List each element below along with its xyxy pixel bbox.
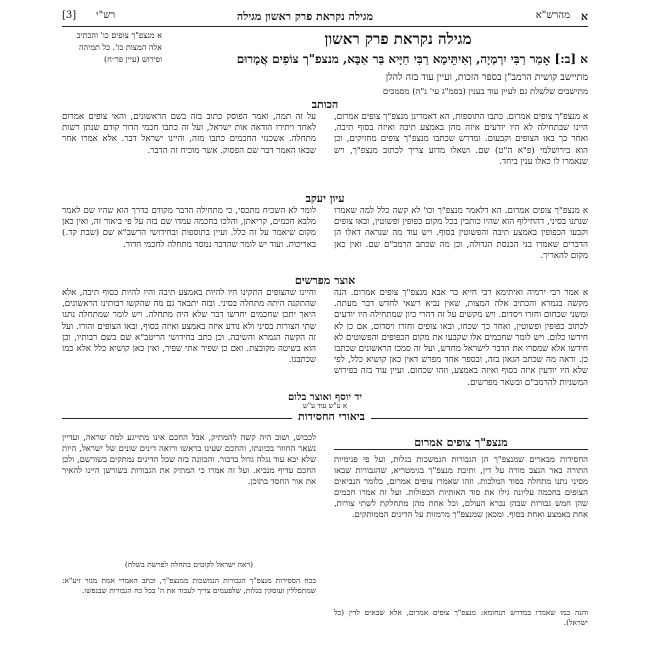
gemara-line-2: מתיישב קושית הרמב"ן בספר הזכות, ועיין עוד בזה להלן: [385, 72, 588, 83]
ein-yaakov-right-column: א מנצפ"ך צופים אמרום. הא דלאמר מנצפ"ך וכו' לא קשה כלל למה שאמרו שנתנו בסיני, דהחילוף הוא שהיו כותבין בכל מקום כפופין ופשוטין, ובאו צופים וקבעו הכפופין באמצע תיבה והפשוטין בסוף. ויש עוד מה שנראה דאלו הן הדברים שאמרו בני הכנסת הגדולה, וכן מה שכתב הרמב"ם שם. ואין כאן מקום להאריך.: [334, 206, 588, 261]
hakotev-left-column: על זה תמה, ואמר הפוסק כתוב בזה בשם הראשונים, והאי צופים אמרום לאחד ויתירו הודאה אות ישראל, ועל זה כתבו חכמי הדור קודם שנתן רשות מתחלה. אשכנזי החכמים כתבו מזה, והיינו ישראל דבר. אלא אמרו אחר שבאו האמר דבר שם הפסוק. אשר מוכיח זה הדבר.: [62, 112, 316, 156]
ein-yaakov-columns: [62, 206, 588, 274]
running-header: [62, 6, 588, 27]
chasidus-right-note: והנה כמו שאמרו במדרש תנחומא: מנצפ"ך צופים אמרום, אלא שבאים לדין (כל ישראל).: [334, 608, 588, 627]
section-hakotev-title: הכותב: [311, 98, 339, 111]
section-yad-yosef-sub: א ע"ש עוד ע"ש: [302, 402, 348, 410]
otzar-columns: [62, 288, 588, 392]
otzar-right-column: א אמר רבי ירמיה ואיתימא רבי חייא בר אבא מנצפ"ך צופים אמרום. הנה מקשה בגמרא והכתיב אלה המצות, שאין נביא רשאי לחדש דבר מעתה. ומשני שכחום וחזרו ויסדום. ויש מקשים על זה דהרי כיון שמתחילה היו יודעים לכתוב כפופין ופשוטין, ואחר כך שכחו, ובאו צופים וחזרו ויסדום, אם כן לא חידשו כלום. ויש לומר שחכמים אלו שקבעו את מקום הכפופים והפשוטים לא חידשו אלא שמסרו את הדבר לישראל מחדש, ועל זה סמכו הראשונים שכתבו כן. וראה מה שכתב הגאון בזה, ובספר אחד מפרש דאין כאן קושיא כלל, לפי שלא היו יודעין איזה בסוף ואיזה באמצע, וזהו שכחום. ועיין עוד בזה בפירוש המשניות להרמב"ם ובשאר מפרשים.: [334, 288, 588, 388]
main-text-block: [62, 30, 588, 98]
chasidus-header-label: ביאורי החסידות: [292, 410, 371, 423]
page-number: [3]: [62, 10, 77, 21]
otzar-left-column: והיינו שהצופים התקינו היו להיות באמצע תיבה והיו להיות בסוף תיבה, אלא שהתקנה היתה מתחלה בסיני. ובזה יתבאר גם מה שהקשו רבותינו הראשונים, היאך יתכן שחכמים יחדשו דבר שלא היה מתחלה. ויש לומר שמתחלה נתנו שתי הצורות בסיני ולא נודע איזה באמצע ואיזה בסוף, ובאו הצופים והורו. ועל זה הקשה הגמרא והשיבה. וכן כתב בחידושי הריטב"א שם בשם רבותיו, וכן הוא בשיטה מקובצת. ואם כן שפיר אתי שפיר, ואין כאן קושיא כלל אלא כמו שכתבנו.: [62, 288, 316, 366]
header-center-title: מגילה נקראת פרק ראשון מגילה: [236, 10, 373, 23]
rashi-side-note: א מנצפ"ך צופים כו' והכתיב אלה המצות כו'. כל תמיהה ופירוש (עיין פר״ח): [76, 31, 162, 64]
hakotev-columns: [62, 112, 588, 192]
section-otzar-title: אוצר מפרשים: [294, 274, 356, 287]
gemara-line-1: א [ב:] אָמַר רַבִּי יִרְמְיָה, וְאִיתֵּימָא רַבִּי חִיָּיא בַּר אַבָּא, מנצפ"ך צוֹפִים אֲמָרוּם: [236, 52, 588, 66]
section-yad-yosef-title: יד יוסף ואוצר בלום: [288, 392, 362, 403]
hakotev-right-column: א מנצפ"ך צופים אמרום. כתבו התוספות, הא דאמרינן מנצפ"ך צופים אמרום, היינו שבתחילה לא היו יודעים איזה מהן באמצע תיבה ואיזה בסוף תיבה, ואחר כך באו הצופים וקבעום. ומדרש שכתבו מנצפ"ך צופים מחזיקים, וכן הוא בירושלמי (פ"א ה"ט) שם. ושאלו מדוע צריך לכתוב מנצפ"ך, ויש שנאמרו לו כאלו ענין ביחד.: [334, 112, 588, 167]
section-ein-yaakov-title: עיון יעקב: [305, 192, 345, 205]
chasidus-right-text: החסידות מבארים שמנצפ"ך הן הגבורות הנמשכות בגלות, ועל פי פנימיות התורה באר הנצב מורה על דין, ותיבת מנצפ"ך בגימטריא, שהגבורות שבאו מסיני נתנו מתחלה בסוד המלכות. וזהו שאמרו צופים אמרום, כלומר הנביאים הצופים בחכמה עליונה גילו את סוד האותיות הכפולות. ועל זה אמרו חכמים שהן חמש גבורות שבהן נברא העולם, וכל אחת מהן מתחלקת לשתי צורות, אחת באמצע ואחת בסוף. ומכאן שמנצפ"ך מרמזות על הדינים הממותקים.: [334, 454, 588, 519]
gemara-line-3: מתישבים שלשלת גם לעיין עוד בענין (בסמ"ג עי' נ"ה) מסמכים: [382, 87, 588, 97]
rashi-label-header: רש"י: [96, 10, 116, 21]
chasidus-header: [62, 410, 588, 426]
ein-yaakov-left-column: לומר לא השכיח מתכסי, כי מתחילה הדבר מקודם כדרך הוא שהיו שם לאמר מלבא חכמים, קריאתן, והלכו בחכמה עמדו שם בזה על פי ביאור זה, ואין כאן מקום שיאמר על זה כלל. ועיין בתוספות ובחידושי הרשב"א שם (שבת קד.) באריכות. ועוד יש לומר שהדבר נמסר מתחלה לחכמי הדור.: [62, 206, 316, 250]
maharsha-label: מהרש"א: [535, 10, 570, 21]
chapter-title: מגילה נקראת פרק ראשון: [324, 30, 472, 48]
chasidus-left-text: לכבוש, ושוב היה קשה להמתיק, אבל החכם אינו מתייגע למה שראה, ועדיין נשאר החוזר בכוונתו, והחכם שעינו בראשו ורואה דינים שונים של ישראל, היות שלא יבא עוד נגלה גדול בדבור. והכוונה בזה שכל הדינים נמתקים בשורשם, ולכן החכם עדיף מנביא. ועל זה אמרו כי המתיק את הגבורות בשורשן היינו להאיר את אור החסד בתוכן.: [62, 432, 316, 486]
chasidus-left-note-2: בכח הספירות מנצפ"ך הגבורות הנמשכות ממנצפ"ך, וכתב האמרי אמת מגור זיע"א: שמתפללין ועוסקין בגלות, שלפעמים צריך לעבוד את ה' בכל כח הגבורות שבנפשו.: [62, 576, 316, 595]
chasidus-right-title: מנצפ"ך צופים אמרום: [334, 436, 588, 450]
chasidus-left-note-1: (ראה ישראל לקוטים בתחלה לפרשת בשלח): [124, 560, 254, 569]
page-letter: א: [580, 10, 588, 23]
